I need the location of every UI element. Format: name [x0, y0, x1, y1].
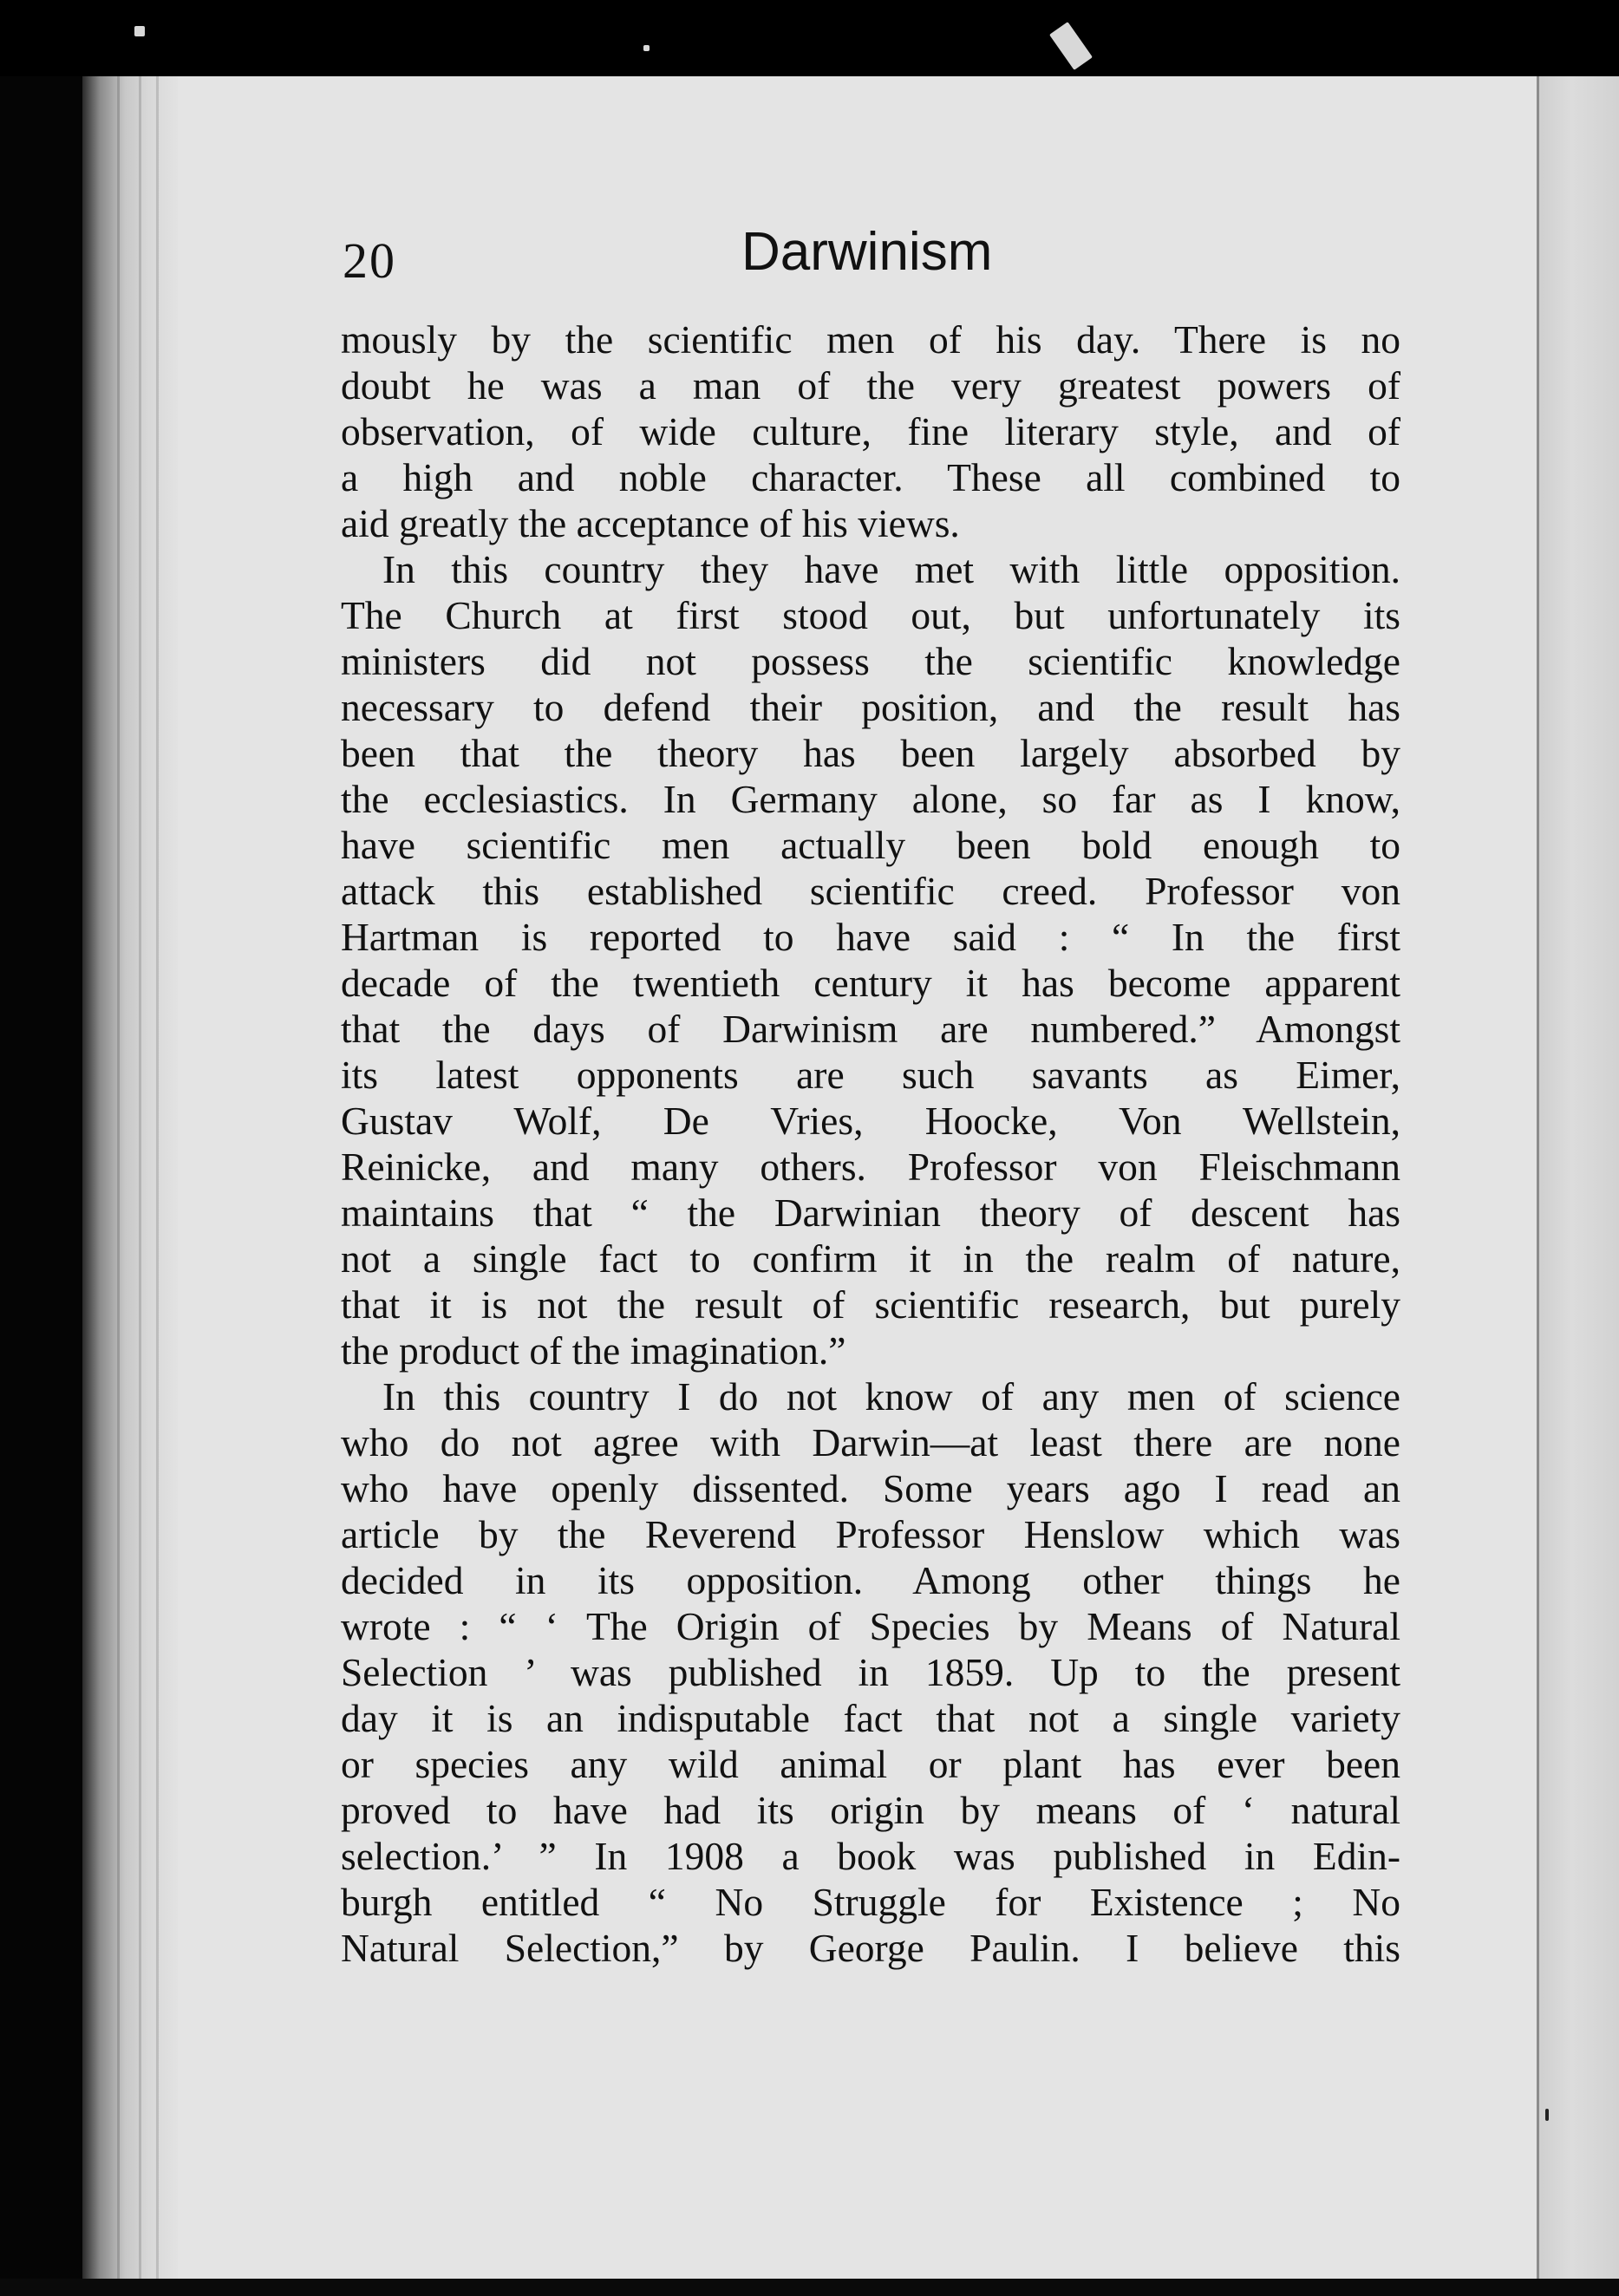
text-line: the product of the imagination.”	[341, 1328, 846, 1373]
page-number: 20	[343, 232, 396, 289]
facing-page-edge	[1539, 76, 1619, 2296]
text-line: doubt he was a man of the very greatest powers of	[341, 363, 1400, 408]
text-line: attack this established scientific creed. Professor von	[341, 869, 1400, 913]
gutter-edge-line	[139, 76, 141, 2279]
text-line: selection.’ ” In 1908 a book was published in Edin-	[341, 1834, 1400, 1878]
text-line: Natural Selection,” by George Paulin. I believe this	[341, 1926, 1400, 1970]
text-line: that it is not the result of scientific research, but purely	[341, 1282, 1400, 1327]
text-line: day it is an indisputable fact that not a single variety	[341, 1696, 1400, 1740]
gutter-edge-line	[156, 76, 159, 2279]
body-text	[341, 316, 1400, 1971]
text-line: In this country I do not know of any men of science	[382, 1374, 1400, 1419]
text-line: ministers did not possess the scientific knowledge	[341, 639, 1400, 683]
text-line: In this country they have met with little opposition.	[382, 547, 1400, 591]
text-line: who do not agree with Darwin—at least there are none	[341, 1420, 1400, 1464]
text-line: not a single fact to confirm it in the realm of nature,	[341, 1236, 1400, 1281]
text-line: that the days of Darwinism are numbered.” Amongst	[341, 1007, 1400, 1051]
text-line: Gustav Wolf, De Vries, Hoocke, Von Wellstein,	[341, 1099, 1400, 1143]
text-line: its latest opponents are such savants as Eimer,	[341, 1053, 1400, 1097]
text-line: the ecclesiastics. In Germany alone, so far as I know,	[341, 777, 1400, 821]
scan-top-border	[0, 0, 1619, 76]
text-line: wrote : “ ‘ The Origin of Species by Means of Natural	[341, 1604, 1400, 1648]
text-line: necessary to defend their position, and the result has	[341, 685, 1400, 729]
text-line: mously by the scientific men of his day. There is no	[341, 317, 1400, 362]
page-header	[343, 221, 1409, 299]
text-line: who have openly dissented. Some years ago I read an	[341, 1466, 1400, 1510]
text-line: proved to have had its origin by means of ‘ natural	[341, 1788, 1400, 1832]
text-line: Selection ’ was published in 1859. Up to the present	[341, 1650, 1400, 1694]
text-line: decided in its opposition. Among other things he	[341, 1558, 1400, 1602]
scan-bottom-border	[0, 2279, 1619, 2296]
text-line: been that the theory has been largely absorbed by	[341, 731, 1400, 775]
text-line: have scientific men actually been bold enough to	[341, 823, 1400, 867]
text-line: burgh entitled “ No Struggle for Existence ; No	[341, 1880, 1400, 1924]
text-line: Reinicke, and many others. Professor von Fleischmann	[341, 1145, 1400, 1189]
running-title: Darwinism	[741, 222, 993, 282]
book-gutter	[82, 76, 178, 2279]
text-line: maintains that “ the Darwinian theory of descent has	[341, 1190, 1400, 1235]
text-line: or species any wild animal or plant has ever been	[341, 1742, 1400, 1786]
text-line: Hartman is reported to have said : “ In the first	[341, 915, 1400, 959]
scan-speck	[134, 26, 145, 36]
text-line: decade of the twentieth century it has become apparent	[341, 961, 1400, 1005]
scan-speck	[643, 45, 650, 51]
text-line: aid greatly the acceptance of his views.	[341, 501, 960, 545]
text-line: The Church at first stood out, but unfortunately its	[341, 593, 1400, 637]
text-line: observation, of wide culture, fine literary style, and of	[341, 409, 1400, 453]
text-line: article by the Reverend Professor Henslow which was	[341, 1512, 1400, 1556]
scan-speck	[1545, 2109, 1549, 2121]
gutter-edge-line	[117, 76, 120, 2279]
text-line: a high and noble character. These all combined to	[341, 455, 1400, 499]
